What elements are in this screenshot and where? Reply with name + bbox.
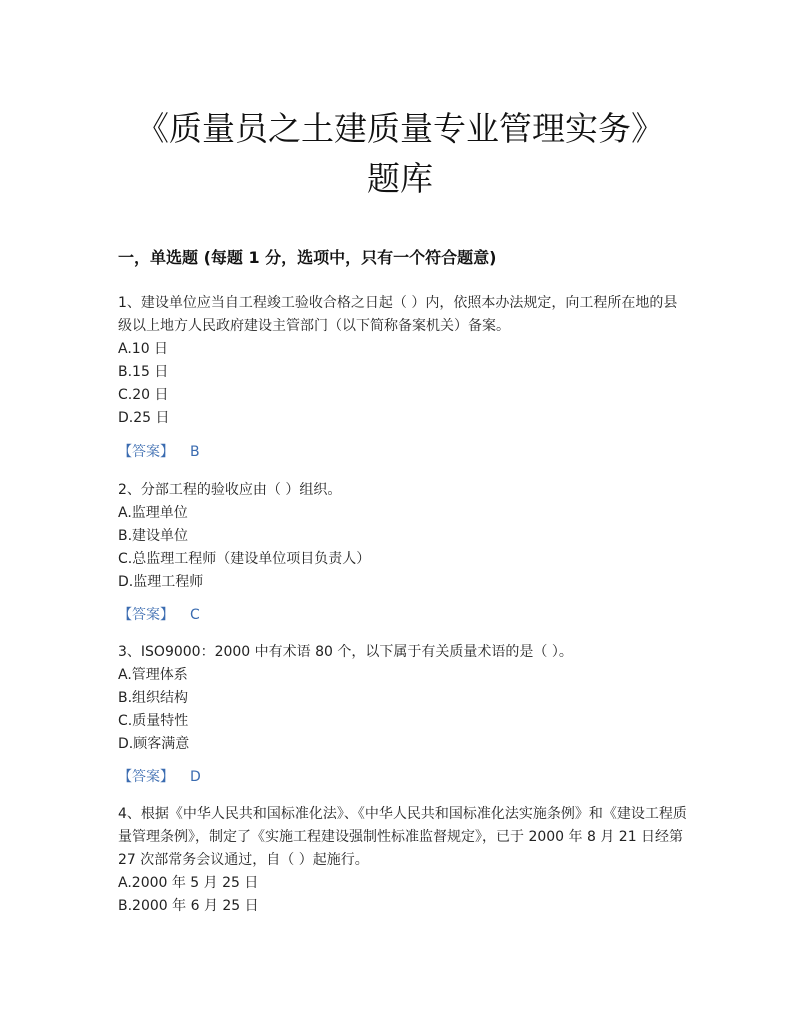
option-a: A.10 日 [118, 341, 169, 357]
answer-value: D [190, 769, 201, 785]
option-d: D.25 日 [118, 410, 170, 426]
option-b: B.组织结构 [118, 690, 189, 706]
question-1 [118, 292, 688, 430]
option-d: D.监理工程师 [118, 574, 204, 590]
option-c: C.总监理工程师（建设单位项目负责人） [118, 551, 371, 567]
answer-2 [118, 604, 200, 626]
answer-value: C [190, 607, 200, 623]
question-stem: 4、根据《中华人民共和国标准化法》、《中华人民共和国标准化法实施条例》和《建设工程质量管理条例》，制定了《实施工程建设强制性标准监督规定》，已于 2000 年 8 月 21 日经第 27 次部常务会议通过，自（ ）起施行。 [118, 806, 687, 868]
question-stem: 3、ISO9000：2000 中有术语 80 个，以下属于有关质量术语的是（ ）。 [118, 644, 573, 660]
document-title-line-2: 题库 [367, 159, 433, 198]
answer-1 [118, 441, 200, 463]
option-a: A.管理体系 [118, 667, 188, 683]
answer-value: B [190, 444, 200, 460]
document-title-line-1: 《质量员之土建质量专业管理实务》 [136, 109, 664, 148]
question-3 [118, 641, 688, 756]
question-2 [118, 479, 688, 594]
document-title [0, 104, 800, 204]
option-b: B.建设单位 [118, 528, 189, 544]
answer-label: 【答案】 [118, 444, 174, 460]
option-a: A.监理单位 [118, 505, 188, 521]
section-heading: 一，单选题 (每题 1 分，选项中，只有一个符合题意) [118, 248, 497, 267]
option-a: A.2000 年 5 月 25 日 [118, 875, 259, 891]
question-4 [118, 803, 688, 918]
answer-label: 【答案】 [118, 769, 174, 785]
option-b: B.2000 年 6 月 25 日 [118, 898, 259, 914]
question-stem: 1、建设单位应当自工程竣工验收合格之日起（ ）内，依照本办法规定，向工程所在地的县级以上地方人民政府建设主管部门（以下简称备案机关）备案。 [118, 295, 678, 334]
option-b: B.15 日 [118, 364, 169, 380]
question-stem: 2、分部工程的验收应由（ ）组织。 [118, 482, 342, 498]
option-c: C.20 日 [118, 387, 169, 403]
answer-3 [118, 766, 201, 788]
answer-label: 【答案】 [118, 607, 174, 623]
option-d: D.顾客满意 [118, 736, 190, 752]
option-c: C.质量特性 [118, 713, 189, 729]
